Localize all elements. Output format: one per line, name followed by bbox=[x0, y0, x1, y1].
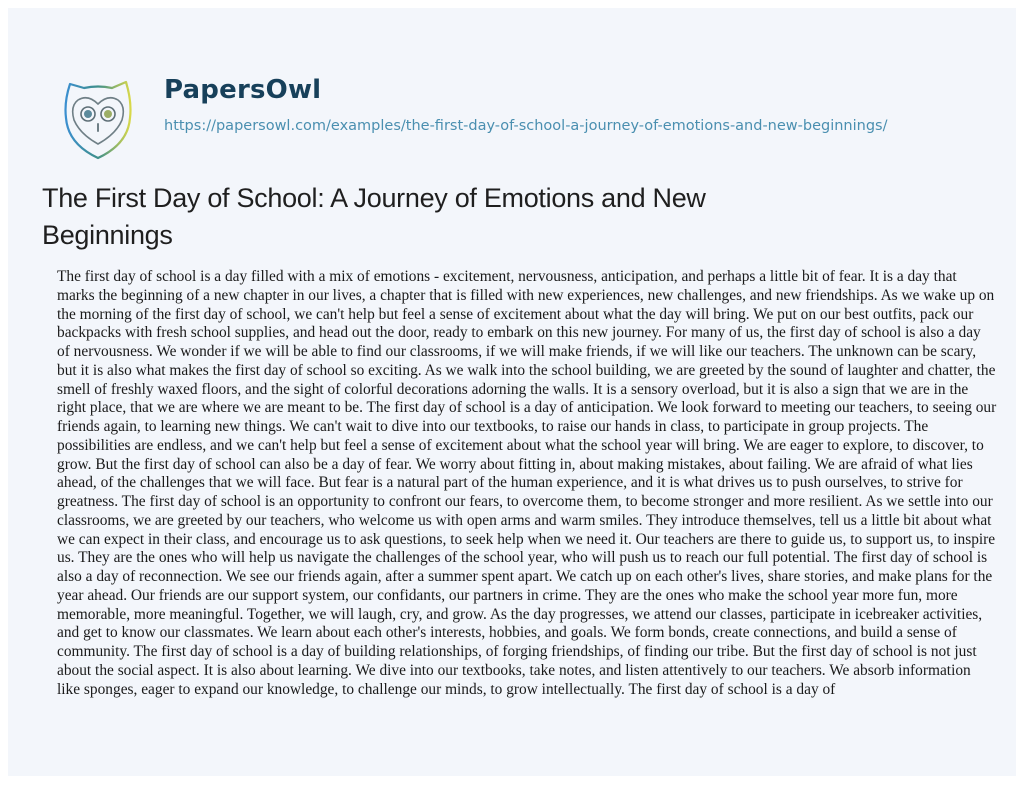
brand-block bbox=[164, 72, 924, 137]
site-header bbox=[58, 72, 924, 164]
document-panel bbox=[8, 8, 1016, 776]
source-url-link[interactable]: https://papersowl.com/examples/the-first-day-of-school-a-journey-of-emotions-and-new-beginnings/ bbox=[164, 118, 888, 134]
owl-icon[interactable] bbox=[58, 74, 138, 164]
brand-name[interactable]: PapersOwl bbox=[164, 75, 322, 105]
document-title: The First Day of School: A Journey of Emotions and New Beginnings bbox=[42, 183, 706, 250]
document-body: The first day of school is a day filled with a mix of emotions - excitement, nervousness, anticipation, and perhaps a little bit of fear. It is a day that marks the beginning of a new chapter in our lives, a chapter that is filled with new experiences, new challenges, and new friendships. As we wake up on the morning of the first day of school, we can't help but feel a sense of excitement about what the day will bring. We put on our best outfits, pack our backpacks with fresh school supplies, and head out the door, ready to embark on this new journey. For many of us, the first day of school is also a day of nervousness. We wonder if we will be able to find our classrooms, if we will make friends, if we will like our teachers. The unknown can be scary, but it is also what makes the first day of school so exciting. As we walk into the school building, we are greeted by the sound of laughter and chatter, the smell of freshly waxed floors, and the sight of colorful decorations adorning the walls. It is a sensory overload, but it is also a sign that we are in the right place, that we are where we are meant to be. The first day of school is a day of anticipation. We look forward to meeting our teachers, to seeing our friends again, to learning new things. We can't wait to dive into our textbooks, to raise our hands in class, to participate in group projects. The possibilities are endless, and we can't help but feel a sense of excitement about what the school year will bring. We are eager to explore, to discover, to grow. But the first day of school can also be a day of fear. We worry about fitting in, about making mistakes, about failing. We are afraid of what lies ahead, of the challenges that we will face. But fear is a natural part of the human experience, and it is what drives us to push ourselves, to strive for greatness. The first day of school is an opportunity to confront our fears, to overcome them, to become stronger and more resilient. As we settle into our classrooms, we are greeted by our teachers, who welcome us with open arms and warm smiles. They introduce themselves, tell us a little bit about what we can expect in their class, and encourage us to ask questions, to seek help when we need it. Our teachers are there to guide us, to support us, to inspire us. They are the ones who will help us navigate the challenges of the school year, who will push us to reach our full potential. The first day of school is also a day of reconnection. We see our friends again, after a summer spent apart. We catch up on each other's lives, share stories, and make plans for the year ahead. Our friends are our support system, our confidants, our partners in crime. They are the ones who make the school year more fun, more memorable, more meaningful. Together, we will laugh, cry, and grow. As the day progresses, we attend our classes, participate in icebreaker activities, and get to know our classmates. We learn about each other's interests, hobbies, and goals. We form bonds, create connections, and build a sense of community. The first day of school is a day of building relationships, of forging friendships, of finding our tribe. But the first day of school is not just about the social aspect. It is also about learning. We dive into our textbooks, take notes, and listen attentively to our teachers. We absorb information like sponges, eager to expand our knowledge, to challenge our minds, to grow intellectually. The first day of school is a day of bbox=[57, 268, 997, 698]
